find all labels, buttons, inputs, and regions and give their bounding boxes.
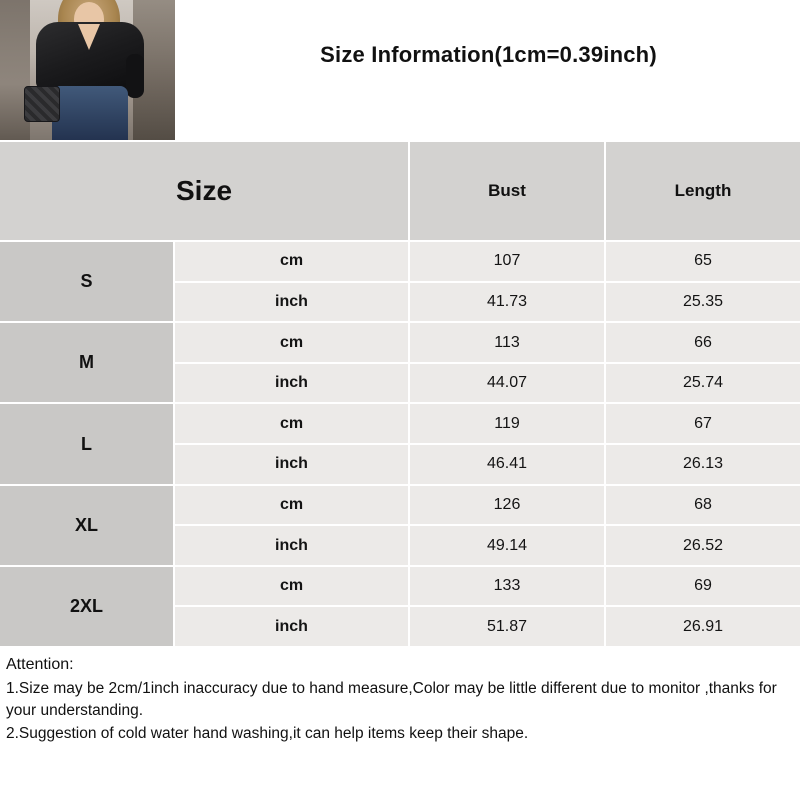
size-group-rows-xl <box>175 486 800 567</box>
size-table <box>0 140 800 648</box>
unit-row-inch-m <box>175 364 800 405</box>
value-bust-inch-m: 44.07 <box>410 364 606 405</box>
unit-label-cm: cm <box>175 242 410 283</box>
size-label-m: M <box>0 323 175 404</box>
column-header-length: Length <box>606 142 800 242</box>
value-length-cm-m: 66 <box>606 323 800 364</box>
size-label-xl: XL <box>0 486 175 567</box>
unit-row-cm-m <box>175 323 800 364</box>
unit-label-cm: cm <box>175 404 410 445</box>
column-header-bust: Bust <box>410 142 606 242</box>
product-photo <box>0 0 177 140</box>
model-jeans <box>52 86 128 140</box>
column-header-size: Size <box>0 142 410 242</box>
value-bust-cm-l: 119 <box>410 404 606 445</box>
table-header-row <box>0 142 800 242</box>
value-bust-cm-m: 113 <box>410 323 606 364</box>
value-length-inch-m: 25.74 <box>606 364 800 405</box>
size-group-rows-s <box>175 242 800 323</box>
header-band <box>0 0 800 140</box>
attention-title: Attention: <box>6 656 74 673</box>
model-handbag <box>24 86 60 122</box>
size-label-2xl: 2XL <box>0 567 175 648</box>
unit-row-inch-l <box>175 445 800 486</box>
unit-label-inch: inch <box>175 607 410 648</box>
table-row <box>0 242 800 323</box>
value-bust-cm-s: 107 <box>410 242 606 283</box>
page-title: Size Information(1cm=0.39inch) <box>320 42 657 67</box>
value-length-inch-2xl: 26.91 <box>606 607 800 648</box>
value-length-inch-l: 26.13 <box>606 445 800 486</box>
unit-label-inch: inch <box>175 283 410 324</box>
unit-label-inch: inch <box>175 526 410 567</box>
size-label-s: S <box>0 242 175 323</box>
value-bust-inch-s: 41.73 <box>410 283 606 324</box>
table-row <box>0 323 800 404</box>
unit-label-cm: cm <box>175 323 410 364</box>
model-arm <box>126 54 144 98</box>
header-title-cell <box>177 0 800 140</box>
value-bust-inch-xl: 49.14 <box>410 526 606 567</box>
value-length-cm-2xl: 69 <box>606 567 800 608</box>
attention-note-1: 1.Size may be 2cm/1inch inaccuracy due to hand measure,Color may be little different due to monitor ,thanks for your understanding. <box>6 679 777 720</box>
unit-label-inch: inch <box>175 445 410 486</box>
unit-row-cm-2xl <box>175 567 800 608</box>
unit-label-cm: cm <box>175 486 410 527</box>
value-bust-inch-l: 46.41 <box>410 445 606 486</box>
table-row <box>0 486 800 567</box>
attention-note-2: 2.Suggestion of cold water hand washing,it can help items keep their shape. <box>6 724 529 742</box>
unit-row-cm-s <box>175 242 800 283</box>
unit-row-cm-l <box>175 404 800 445</box>
unit-row-inch-s <box>175 283 800 324</box>
value-length-inch-xl: 26.52 <box>606 526 800 567</box>
size-group-rows-2xl <box>175 567 800 648</box>
table-row <box>0 567 800 648</box>
value-length-cm-l: 67 <box>606 404 800 445</box>
size-group-rows-l <box>175 404 800 485</box>
unit-row-cm-xl <box>175 486 800 527</box>
value-length-cm-xl: 68 <box>606 486 800 527</box>
table-row <box>0 404 800 485</box>
attention-section <box>0 648 800 800</box>
unit-label-cm: cm <box>175 567 410 608</box>
value-bust-cm-2xl: 133 <box>410 567 606 608</box>
unit-row-inch-2xl <box>175 607 800 648</box>
unit-row-inch-xl <box>175 526 800 567</box>
value-length-cm-s: 65 <box>606 242 800 283</box>
size-group-rows-m <box>175 323 800 404</box>
value-bust-inch-2xl: 51.87 <box>410 607 606 648</box>
value-bust-cm-xl: 126 <box>410 486 606 527</box>
size-label-l: L <box>0 404 175 485</box>
value-length-inch-s: 25.35 <box>606 283 800 324</box>
unit-label-inch: inch <box>175 364 410 405</box>
